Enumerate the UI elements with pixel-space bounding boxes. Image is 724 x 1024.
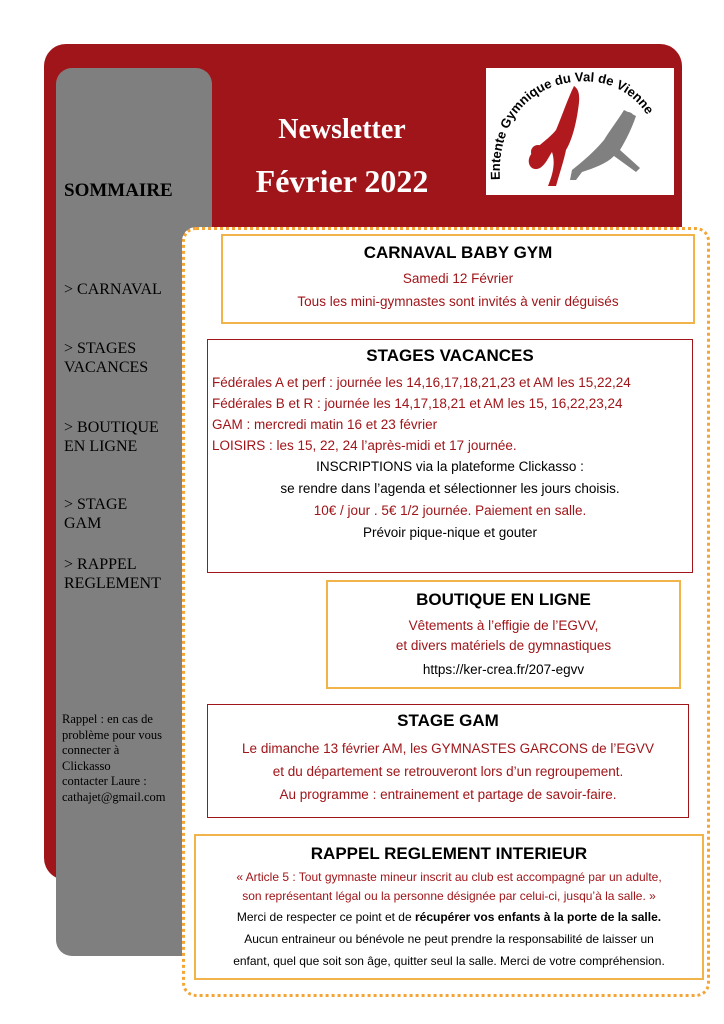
rappel-line4: Aucun entraineur ou bénévole ne peut prendre la responsabilité de laisser un: [244, 932, 654, 946]
rappel-line5: enfant, quel que soit son âge, quitter seul la salle. Merci de votre compréhension.: [233, 954, 665, 968]
carnaval-section: [221, 234, 695, 324]
carnaval-title: CARNAVAL BABY GYM: [363, 243, 553, 262]
rappel-title: RAPPEL REGLEMENT INTERIEUR: [310, 844, 588, 863]
toc-item-stages-vacances[interactable]: > STAGES VACANCES: [64, 340, 149, 376]
boutique-title: BOUTIQUE EN LIGNE: [416, 590, 591, 609]
login-help-note: Rappel : en cas de problème pour vous connecter à Clickasso contacter Laure : cathajet@gmail.com: [62, 712, 202, 805]
stages-loisirs: LOISIRS : les 15, 22, 24 l’après-midi et 17 journée.: [212, 438, 517, 453]
rappel-line3: Merci de respecter ce point et de récupérer vos enfants à la porte de la salle.: [236, 910, 662, 924]
newsletter-date: Février 2022: [255, 163, 429, 199]
gam-title: STAGE GAM: [397, 711, 499, 730]
gam-line1: Le dimanche 13 février AM, les GYMNASTES GARCONS de l’EGVV: [242, 741, 654, 756]
rappel-quote-line2: son représentant légal ou la personne désignée par celui-ci, jusqu’à la salle. »: [242, 889, 656, 903]
gam-line2: et du département se retrouveront lors d’un regroupement.: [272, 764, 624, 779]
stages-vacances-section: [207, 339, 693, 573]
stage-gam-section: [207, 704, 689, 818]
rappel-reglement-section: [194, 834, 704, 980]
sommaire-heading: SOMMAIRE: [64, 180, 173, 201]
stages-federales-b: Fédérales B et R : journée les 14,17,18,21 et AM les 15, 16,22,23,24: [212, 396, 623, 411]
stages-title: STAGES VACANCES: [366, 346, 534, 365]
stages-federales-a: Fédérales A et perf : journée les 14,16,17,18,21,23 et AM les 15,22,24: [212, 375, 631, 390]
contact-email[interactable]: cathajet@gmail.com: [62, 789, 166, 804]
boutique-link[interactable]: https://ker-crea.fr/207-egvv: [422, 662, 585, 677]
toc-item-rappel[interactable]: > RAPPEL REGLEMENT: [64, 556, 161, 592]
gymnast-logo-icon: [486, 68, 674, 195]
stages-pique-nique: Prévoir pique-nique et gouter: [362, 525, 538, 540]
carnaval-date: Samedi 12 Février: [402, 271, 514, 286]
stages-inscriptions: INSCRIPTIONS via la plateforme Clickasso :: [316, 459, 584, 474]
toc-item-boutique[interactable]: > BOUTIQUE EN LIGNE: [64, 419, 159, 455]
boutique-line2: et divers matériels de gymnastiques: [395, 638, 612, 653]
gam-line3: Au programme : entrainement et partage de savoir-faire.: [279, 787, 617, 802]
rappel-quote-line1: « Article 5 : Tout gymnaste mineur inscrit au club est accompagné par un adulte,: [236, 870, 662, 884]
logo-text: Entente Gymnique du Val de Vienne: [487, 69, 657, 181]
club-logo: [486, 68, 674, 195]
stages-agenda: se rendre dans l’agenda et sélectionner les jours choisis.: [280, 481, 620, 496]
stages-tarif: 10€ / jour . 5€ 1/2 journée. Paiement en salle.: [313, 503, 587, 518]
boutique-section: [326, 580, 681, 689]
boutique-line1: Vêtements à l’effigie de l’EGVV,: [408, 618, 599, 633]
stages-gam: GAM : mercredi matin 16 et 23 février: [212, 417, 438, 432]
toc-item-carnaval[interactable]: > CARNAVAL: [64, 281, 162, 298]
newsletter-title: Newsletter: [278, 114, 406, 145]
toc-item-stage-gam[interactable]: > STAGE GAM: [64, 496, 128, 532]
carnaval-text: Tous les mini-gymnastes sont invités à venir déguisés: [297, 294, 619, 309]
